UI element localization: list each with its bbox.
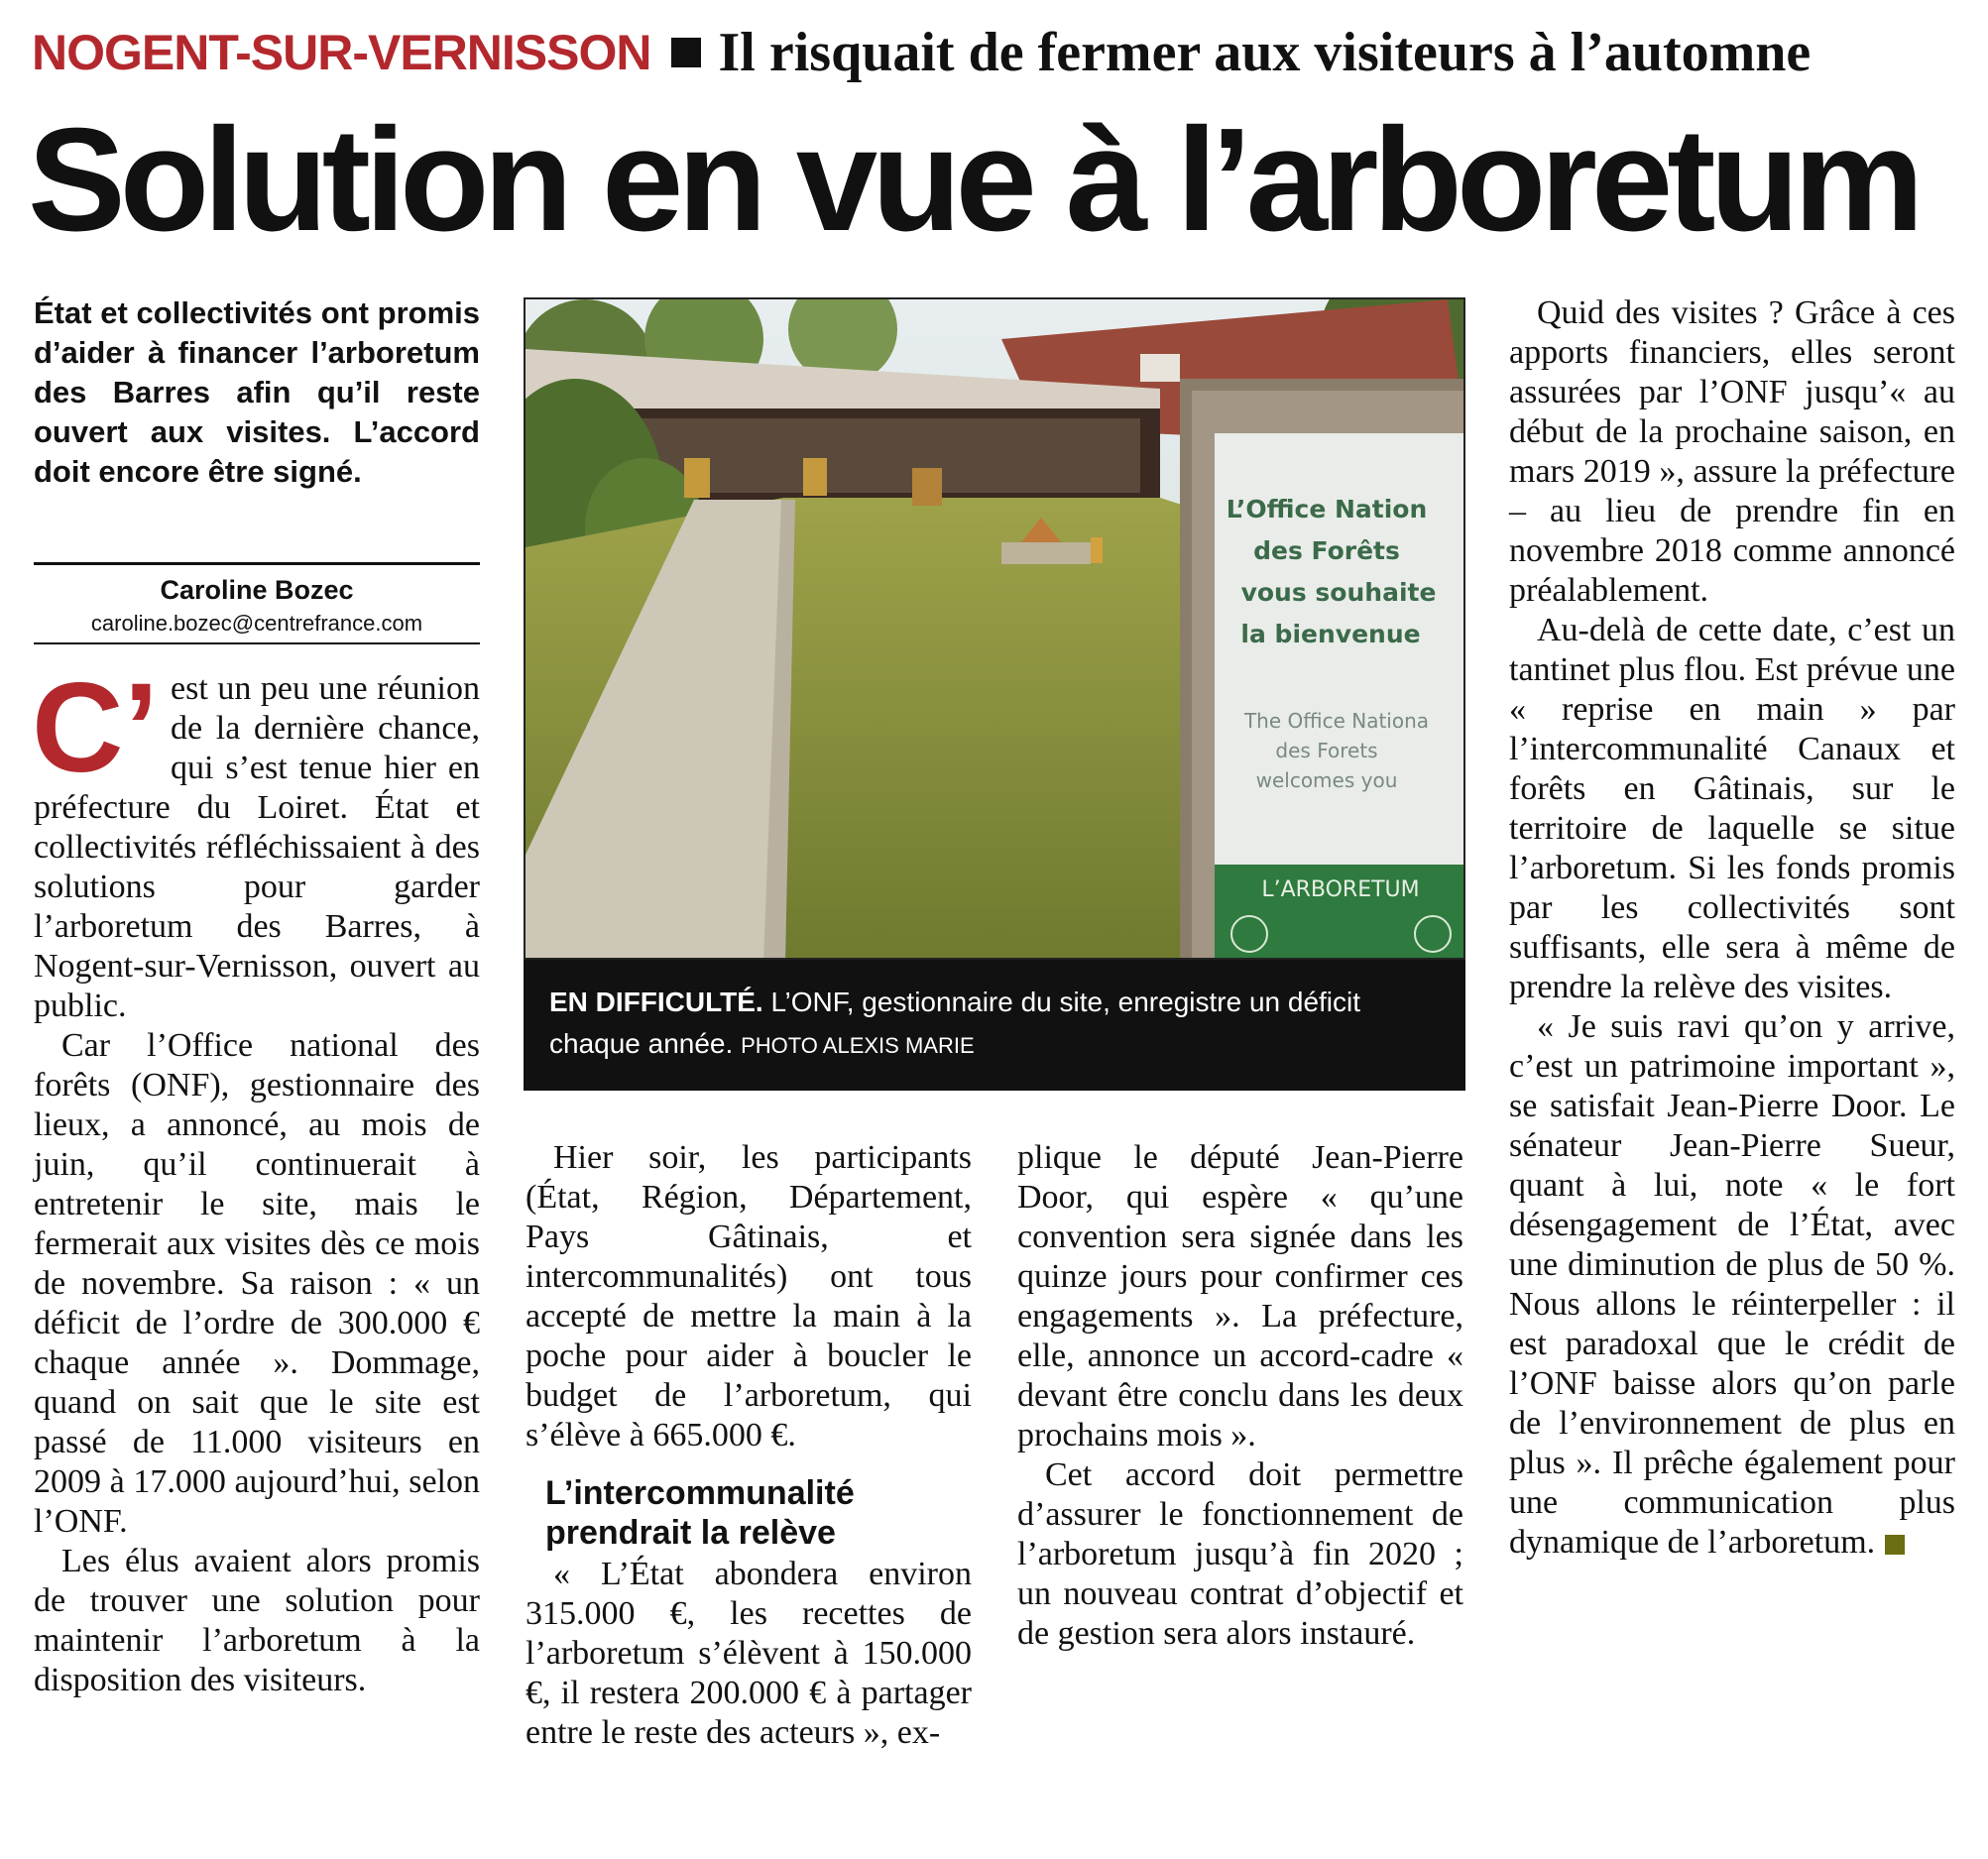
sign-text-en-3: welcomes you: [1255, 768, 1398, 792]
sign-text-fr-1: L’Office Nation: [1226, 495, 1428, 523]
article-column-4: [1509, 293, 1955, 1563]
sign-text-fr-2: des Forêts: [1253, 536, 1400, 565]
arboretum-photo-illustration: [526, 299, 1465, 960]
separator-square: [671, 38, 701, 67]
author-email[interactable]: caroline.bozec@centrefrance.com: [34, 609, 480, 644]
closing-paragraph-text: « Je suis ravi qu’on y arrive, c’est un patrimoine important », se satisfait Jean-Pierre Door. Le sénateur Jean-Pierre Sueur, quant à lui, note « le fort désengagement de l’État, avec une diminution de plus de 50 %. Nous allons le réinterpeller : il est paradoxal que le crédit de l’ONF baisse alors qu’on parle de l’environnement de plus en plus ». Il prêche également pour une communication plus dynamique de l’arboretum.: [1509, 1008, 1955, 1561]
body-paragraph: « L’État abondera environ 315.000 €, les recettes de l’arboretum s’élèvent à 150.000 €, il restera 200.000 € à partager entre le reste des acteurs », ex-: [526, 1556, 972, 1751]
body-paragraph: [1509, 1007, 1955, 1563]
kicker-subtitle: Il risquait de fermer aux visiteurs à l’automne: [718, 22, 1812, 83]
photo-caption: [524, 960, 1465, 1091]
drop-cap: C’: [32, 657, 159, 799]
body-paragraph: Quid des visites ? Grâce à ces apports financiers, elles seront assurées par l’ONF jusqu’« au début de la prochaine saison, en mars 2019 », assure la préfecture – au lieu de prendre fin en novembre 2018 comme annoncé préalablement.: [1509, 294, 1955, 609]
location-label: NOGENT-SUR-VERNISSON: [32, 25, 651, 80]
byline-rule: [34, 562, 480, 565]
body-paragraph: plique le député Jean-Pierre Door, qui espère « qu’une convention sera signée dans les quinze jours pour confirmer ces engagements ». La préfecture, elle, annonce un accord-cadre « devant être conclu dans les deux prochains mois ».: [1017, 1139, 1463, 1453]
body-paragraph: Car l’Office national des forêts (ONF), gestionnaire des lieux, a annoncé, au mois de juin, qu’il continuerait à entretenir le site, mais le fermerait aux visites dès ce mois de novembre. Sa raison : « un déficit de l’ordre de 300.000 € chaque année ». Dommage, quand on sait que le site est passé de 11.000 visiteurs en 2009 à 17.000 aujourd’hui, selon l’ONF.: [34, 1027, 480, 1540]
kicker: [32, 18, 1811, 87]
body-paragraph: est un peu une réunion de la dernière chance, qui s’est tenue hier en préfecture du Loiret. État et collectivités réfléchissaient à des solutions pour garder l’arboretum des Barres, à Nogent-sur-Vernisson, ouvert au public.: [34, 670, 480, 1024]
sign-text-fr-3: vous souhaite: [1240, 578, 1437, 607]
sign-logo-text: L’ARBORETUM: [1261, 877, 1420, 902]
author-name: Caroline Bozec: [160, 575, 354, 605]
lead-paragraph: État et collectivités ont promis d’aider à financer l’arboretum des Barres afin qu’il reste ouvert aux visites. L’accord doit encore être signé.: [34, 295, 480, 489]
article-column-2: [526, 1138, 972, 1753]
body-paragraph: Cet accord doit permettre d’assurer le fonctionnement de l’arboretum jusqu’à fin 2020 ; un nouveau contrat d’objectif et de gestion sera alors instauré.: [1017, 1456, 1463, 1652]
body-paragraph: Au-delà de cette date, c’est un tantinet plus flou. Est prévue une « reprise en main » par l’intercommunalité Canaux et forêts en Gâtinais, sur le territoire de laquelle se situe l’arboretum. Si les fonds promis par les collectivités sont suffisants, elle sera à même de prendre la relève des visites.: [1509, 612, 1955, 1005]
caption-text: L’ONF, gestionnaire du site, enregistre un déficit chaque année.: [549, 987, 1361, 1059]
caption-label: EN DIFFICULTÉ.: [549, 987, 763, 1017]
intertitle: L’intercommunalité prendrait la relève: [545, 1474, 855, 1552]
article-photo: [524, 297, 1465, 960]
article-column-1: [32, 657, 480, 1700]
photo-credit: PHOTO ALEXIS MARIE: [741, 1033, 975, 1058]
sign-text-en-1: The Office Nationa: [1243, 709, 1430, 733]
sign-text-en-2: des Forets: [1275, 739, 1378, 762]
body-paragraph: Les élus avaient alors promis de trouver une solution pour maintenir l’arboretum à la disposition des visiteurs.: [34, 1543, 480, 1698]
headline: Solution en vue à l’arboretum: [28, 98, 1919, 262]
sign-text-fr-4: la bienvenue: [1240, 620, 1421, 648]
body-paragraph: Hier soir, les participants (État, Région, Département, Pays Gâtinais, et intercommunalités) ont tous accepté de mettre la main à la poche pour aider à boucler le budget de l’arboretum, qui s’élève à 665.000 €.: [526, 1139, 972, 1453]
article-column-3: [1017, 1138, 1463, 1654]
end-of-article-square-icon: [1885, 1535, 1905, 1555]
